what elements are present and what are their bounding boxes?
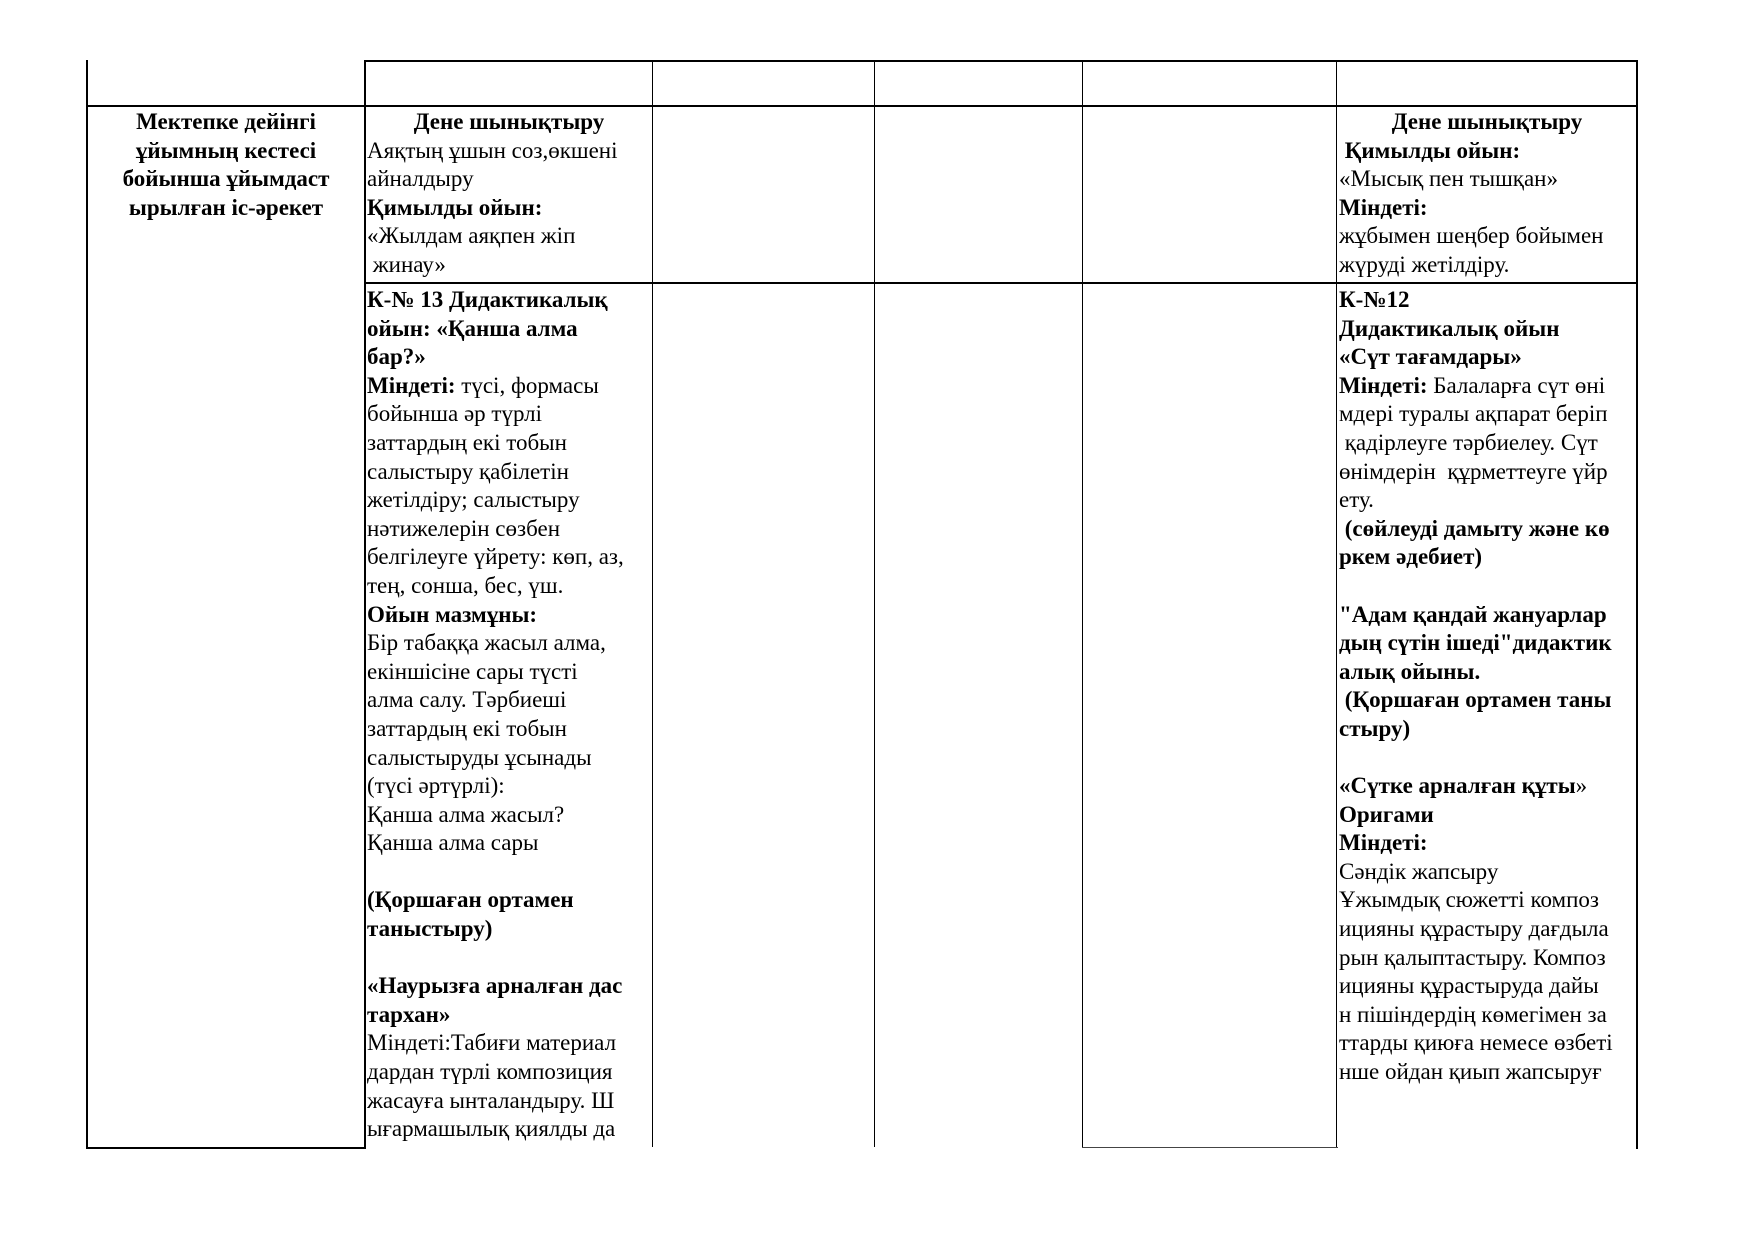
activities-cell-col1 <box>367 286 651 1146</box>
nauryz-title-line-2: тархан» <box>367 1001 451 1027</box>
didactic-game-heading-3: бар?» <box>367 344 426 370</box>
craft-line: ттарды қиюға немесе өзбеті <box>1339 1030 1613 1056</box>
craft-line: нше ойдан қиып жапсыруғ <box>1339 1059 1602 1085</box>
game-content-line: заттардың екі тобын <box>367 715 567 741</box>
second-game-line-3: алық ойыны. <box>1339 658 1481 684</box>
task-text-first: Балаларға сүт өні <box>1427 372 1606 398</box>
column-border-1 <box>364 60 366 1149</box>
table-bottom-mid <box>1082 1147 1338 1148</box>
task-line: ету. <box>1339 487 1374 513</box>
outdoor-game-name: «Мысық пен тышқан» <box>1339 166 1558 192</box>
craft-line: Ұжымдық сюжетті композ <box>1339 887 1599 913</box>
game-content-line: Бір табаққа жасыл алма, <box>367 630 606 656</box>
task-line: жұбымен шеңбер бойымен <box>1339 223 1604 249</box>
task-line: бойынша әр түрлі <box>367 401 543 427</box>
spacer <box>367 858 651 887</box>
outdoor-game-line-2: жинау» <box>367 251 446 277</box>
task-line: заттардың екі тобын <box>367 429 567 455</box>
activity-type-line-4: ырылған іс-әрекет <box>128 194 324 220</box>
craft-title-text: «Сүтке арналған құты <box>1339 773 1576 799</box>
physical-ed-cell-col1 <box>367 108 651 280</box>
subject-area-1-line-2: ркем әдебиет) <box>1339 544 1483 570</box>
game-content-line: (түсі әртүрлі): <box>367 773 505 799</box>
craft-title <box>1339 772 1635 801</box>
game-content-line: салыстыруды ұсынады <box>367 744 592 770</box>
column-border-3 <box>874 60 875 1147</box>
task-label: Міндеті: <box>1339 372 1428 398</box>
outdoor-game-label: Қимылды ойын: <box>1339 137 1521 163</box>
task-line: белгілеуге үйрету: көп, аз, <box>367 544 624 570</box>
task-line: салыстыру қабілетін <box>367 458 569 484</box>
didactic-game-heading-2: Дидактикалық ойын <box>1339 315 1560 341</box>
craft-type: Оригами <box>1339 801 1434 827</box>
task-line: қадірлеуге тәрбиелеу. Сүт <box>1339 429 1598 455</box>
spacer <box>367 944 651 973</box>
craft-line: н пішіндердің көмегімен за <box>1339 1001 1607 1027</box>
task-text-first: түсі, формасы <box>455 372 599 398</box>
physical-ed-title: Дене шынықтыру <box>1391 109 1583 134</box>
row-divider-1 <box>86 105 1638 107</box>
column-border-4 <box>1082 60 1083 1147</box>
game-content-line: Қанша алма жасыл? <box>367 801 565 827</box>
exercise-line-1: Аяқтың ұшын соз,өкшені <box>367 137 618 163</box>
nauryz-task-line: ығармашылық қиялды да <box>367 1116 616 1142</box>
game-content-line: екіншісіне сары түсті <box>367 658 578 684</box>
nauryz-title-line-1: «Наурызға арналған дас <box>367 973 623 999</box>
spacer <box>1339 744 1635 773</box>
activity-type-line-1: Мектепке дейінгі <box>136 109 316 134</box>
task-line: жетілдіру; салыстыру <box>367 487 580 513</box>
craft-title-quote: » <box>1575 773 1588 799</box>
task-line: нәтижелерін сөзбен <box>367 515 561 541</box>
physical-ed-title: Дене шынықтыру <box>413 109 605 134</box>
didactic-game-heading-1: К-№12 <box>1339 287 1410 312</box>
column-border-6 <box>1636 60 1638 1149</box>
craft-line: ицияны құрастыруда дайы <box>1339 973 1599 999</box>
subject-area-1-line-1: (сөйлеуді дамыту және кө <box>1339 515 1610 541</box>
row-divider-2 <box>364 282 1638 284</box>
craft-line: рын қалыптастыру. Композ <box>1339 944 1606 970</box>
task-label: Міндеті: <box>367 372 456 398</box>
activities-cell-col5 <box>1339 286 1635 1146</box>
nauryz-task-line: Міндеті:Табиғи материал <box>367 1030 617 1056</box>
craft-line: ицияны құрастыру дағдыла <box>1339 916 1609 942</box>
physical-ed-cell-col5 <box>1339 108 1635 280</box>
column-border-2 <box>652 60 653 1147</box>
subject-area-2-line-2: стыру) <box>1339 715 1411 741</box>
activity-type-cell <box>90 108 362 222</box>
subject-area-line-2: таныстыру) <box>367 916 493 942</box>
nauryz-task-line: жасауға ынталандыру. Ш <box>367 1087 615 1113</box>
task-line-first <box>367 372 651 401</box>
craft-line: Сәндік жапсыру <box>1339 858 1499 884</box>
task-line: тең, сонша, бес, үш. <box>367 572 564 598</box>
table-top-border <box>364 60 1638 62</box>
subject-area-2-line-1: (Қоршаған ортамен таны <box>1339 687 1612 713</box>
didactic-game-heading-1: К-№ 13 Дидактикалық <box>367 287 608 312</box>
task-line-first <box>1339 372 1635 401</box>
second-game-line-2: дың сүтін ішеді"дидактик <box>1339 630 1612 656</box>
activity-type-line-2: ұйымның кестесі <box>135 137 317 163</box>
game-content-label: Ойын мазмұны: <box>367 601 538 627</box>
second-game-line-1: "Адам қандай жануарлар <box>1339 601 1607 627</box>
subject-area-line-1: (Қоршаған ортамен <box>367 887 574 913</box>
game-content-line: алма салу. Тәрбиеші <box>367 687 567 713</box>
didactic-game-heading-3: «Сүт тағамдары» <box>1339 344 1522 370</box>
column-border-5 <box>1336 60 1337 1147</box>
column-border-0 <box>86 60 88 1149</box>
spacer <box>1339 572 1635 601</box>
exercise-line-2: айналдыру <box>367 166 474 192</box>
activity-type-line-3: бойынша ұйымдаст <box>122 166 330 192</box>
table-bottom-left <box>86 1147 366 1149</box>
task-line: мдері туралы ақпарат беріп <box>1339 401 1608 427</box>
nauryz-task-line: дардан түрлі композиция <box>367 1059 613 1085</box>
task-line: өнімдерін құрметтеуге үйр <box>1339 458 1608 484</box>
didactic-game-heading-2: ойын: «Қанша алма <box>367 315 578 341</box>
task-label: Міндеті: <box>1339 194 1428 220</box>
craft-task-label: Міндеті: <box>1339 830 1428 856</box>
outdoor-game-label: Қимылды ойын: <box>367 194 543 220</box>
task-line: жүруді жетілдіру. <box>1339 251 1510 277</box>
outdoor-game-line-1: «Жылдам аяқпен жіп <box>367 223 576 249</box>
game-content-line: Қанша алма сары <box>367 830 539 856</box>
